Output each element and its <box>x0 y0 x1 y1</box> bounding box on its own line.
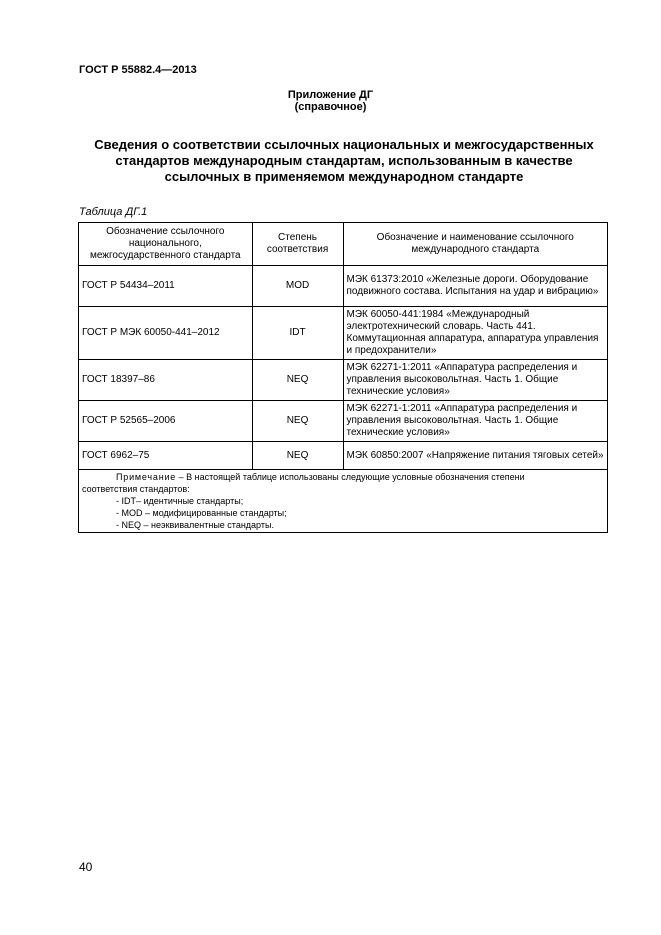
table-caption: Таблица ДГ.1 <box>79 206 148 218</box>
appendix-title: Приложение ДГ <box>287 89 374 101</box>
table-note <box>79 470 608 533</box>
note-item: - NEQ – неэквивалентные стандарты. <box>116 520 274 530</box>
note-item: - MOD – модифицированные стандарты; <box>116 508 287 518</box>
heading-line: Сведения о соответствии ссылочных национальных и межгосударственных <box>94 137 594 152</box>
degree-cell: MOD <box>252 266 343 307</box>
international-standard-cell: МЭК 62271-1:2011 «Аппаратура распределения и управления высоковольтная. Часть 1. Общие технические условия» <box>343 360 608 401</box>
note-label: Примечание <box>116 472 177 482</box>
page-number: 40 <box>79 860 93 874</box>
note-intro <box>82 471 604 483</box>
international-standard-cell: МЭК 62271-1:2011 «Аппаратура распределения и управления высоковольтная. Часть 1. Общие технические условия» <box>343 401 608 442</box>
heading-line: ссылочных в применяемом международном стандарте <box>164 169 524 184</box>
table-note-row <box>79 470 608 533</box>
document-code: ГОСТ Р 55882.4—2013 <box>79 64 197 76</box>
section-heading <box>79 137 609 185</box>
national-standard-cell: ГОСТ 6962–75 <box>79 442 253 470</box>
table-header-row <box>79 223 608 266</box>
international-standard-cell: МЭК 61373:2010 «Железные дороги. Оборудование подвижного состава. Испытания на удар и вибрацию» <box>343 266 608 307</box>
header-international-standard: Обозначение и наименование ссылочного международного стандарта <box>343 223 608 266</box>
degree-cell: IDT <box>252 307 343 360</box>
degree-cell: NEQ <box>252 442 343 470</box>
header-national-standard: Обозначение ссылочного национального, межгосударственного стандарта <box>79 223 253 266</box>
correspondence-table <box>78 222 608 533</box>
note-item: - IDT– идентичные стандарты; <box>116 496 244 506</box>
national-standard-cell: ГОСТ 18397–86 <box>79 360 253 401</box>
table-row <box>79 401 608 442</box>
table-row <box>79 360 608 401</box>
heading-line: стандартов международным стандартам, использованным в качестве <box>115 153 573 168</box>
national-standard-cell: ГОСТ Р МЭК 60050-441–2012 <box>79 307 253 360</box>
table-row <box>79 442 608 470</box>
degree-cell: NEQ <box>252 360 343 401</box>
table-row <box>79 266 608 307</box>
international-standard-cell: МЭК 60050-441:1984 «Международный электротехнический словарь. Часть 441. Коммутационная аппаратура, аппаратура управления и предохранители» <box>343 307 608 360</box>
table-row <box>79 307 608 360</box>
note-text-cont: соответствия стандартов: <box>82 484 190 494</box>
national-standard-cell: ГОСТ Р 52565–2006 <box>79 401 253 442</box>
note-text: – В настоящей таблице использованы следующие условные обозначения степени <box>176 472 525 482</box>
degree-cell: NEQ <box>252 401 343 442</box>
appendix-subtitle: (справочное) <box>294 101 367 113</box>
international-standard-cell: МЭК 60850:2007 «Напряжение питания тяговых сетей» <box>343 442 608 470</box>
header-degree: Степень соответствия <box>252 223 343 266</box>
national-standard-cell: ГОСТ Р 54434–2011 <box>79 266 253 307</box>
